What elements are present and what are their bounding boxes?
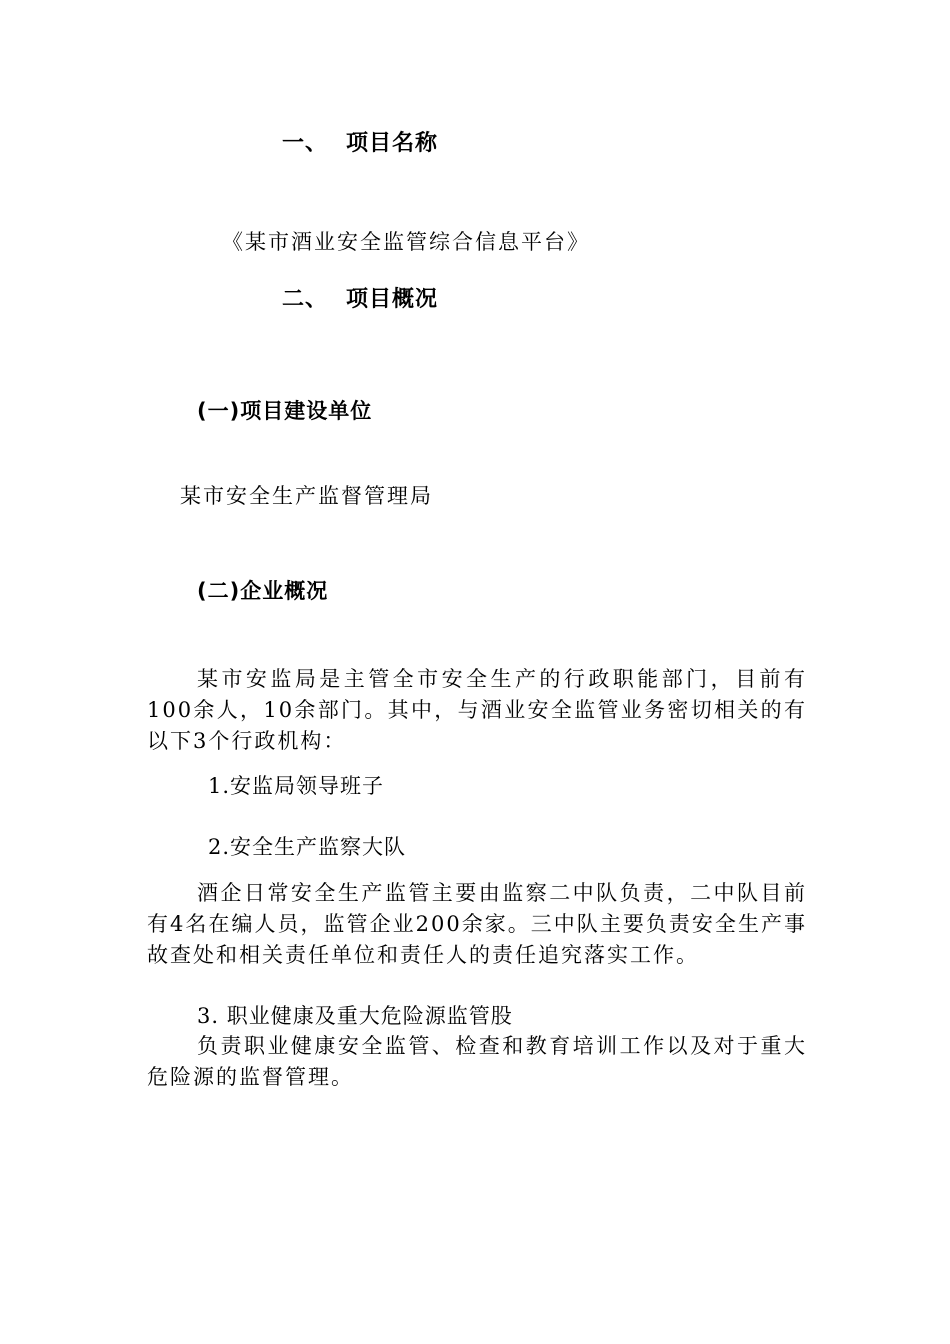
list-item-inspection-brigade: 2.安全生产监察大队 — [208, 835, 407, 859]
heading-project-overview — [282, 282, 438, 313]
heading-number: 一、 — [282, 131, 329, 156]
enterprise-intro-paragraph: 某市安监局是主管全市安全生产的行政职能部门，目前有100余人，10余部门。其中，与酒业安全监管业务密切相关的有以下3个行政机构： — [147, 667, 807, 753]
inspection-brigade-paragraph: 酒企日常安全生产监管主要由监察二中队负责，二中队目前有4名在编人员，监管企业200余家。三中队主要负责安全生产事故查处和相关责任单位和责任人的责任追究落实工作。 — [147, 881, 807, 967]
section-construction-unit-title: (一)项目建设单位 — [197, 399, 373, 423]
project-name-text: 《某市酒业安全监管综合信息平台》 — [222, 230, 590, 254]
heading-title: 项目名称 — [346, 131, 439, 156]
heading-number: 二、 — [282, 287, 329, 312]
heading-project-name — [282, 126, 438, 157]
list-item-occupational-health: 3. 职业健康及重大危险源监管股 — [197, 1004, 513, 1028]
construction-unit-text: 某市安全生产监督管理局 — [180, 484, 433, 508]
occupational-health-paragraph: 负责职业健康安全监管、检查和教育培训工作以及对于重大危险源的监督管理。 — [147, 1034, 807, 1089]
section-enterprise-overview-title: (二)企业概况 — [197, 579, 329, 603]
heading-title: 项目概况 — [346, 287, 439, 312]
list-item-leadership: 1.安监局领导班子 — [208, 774, 385, 798]
